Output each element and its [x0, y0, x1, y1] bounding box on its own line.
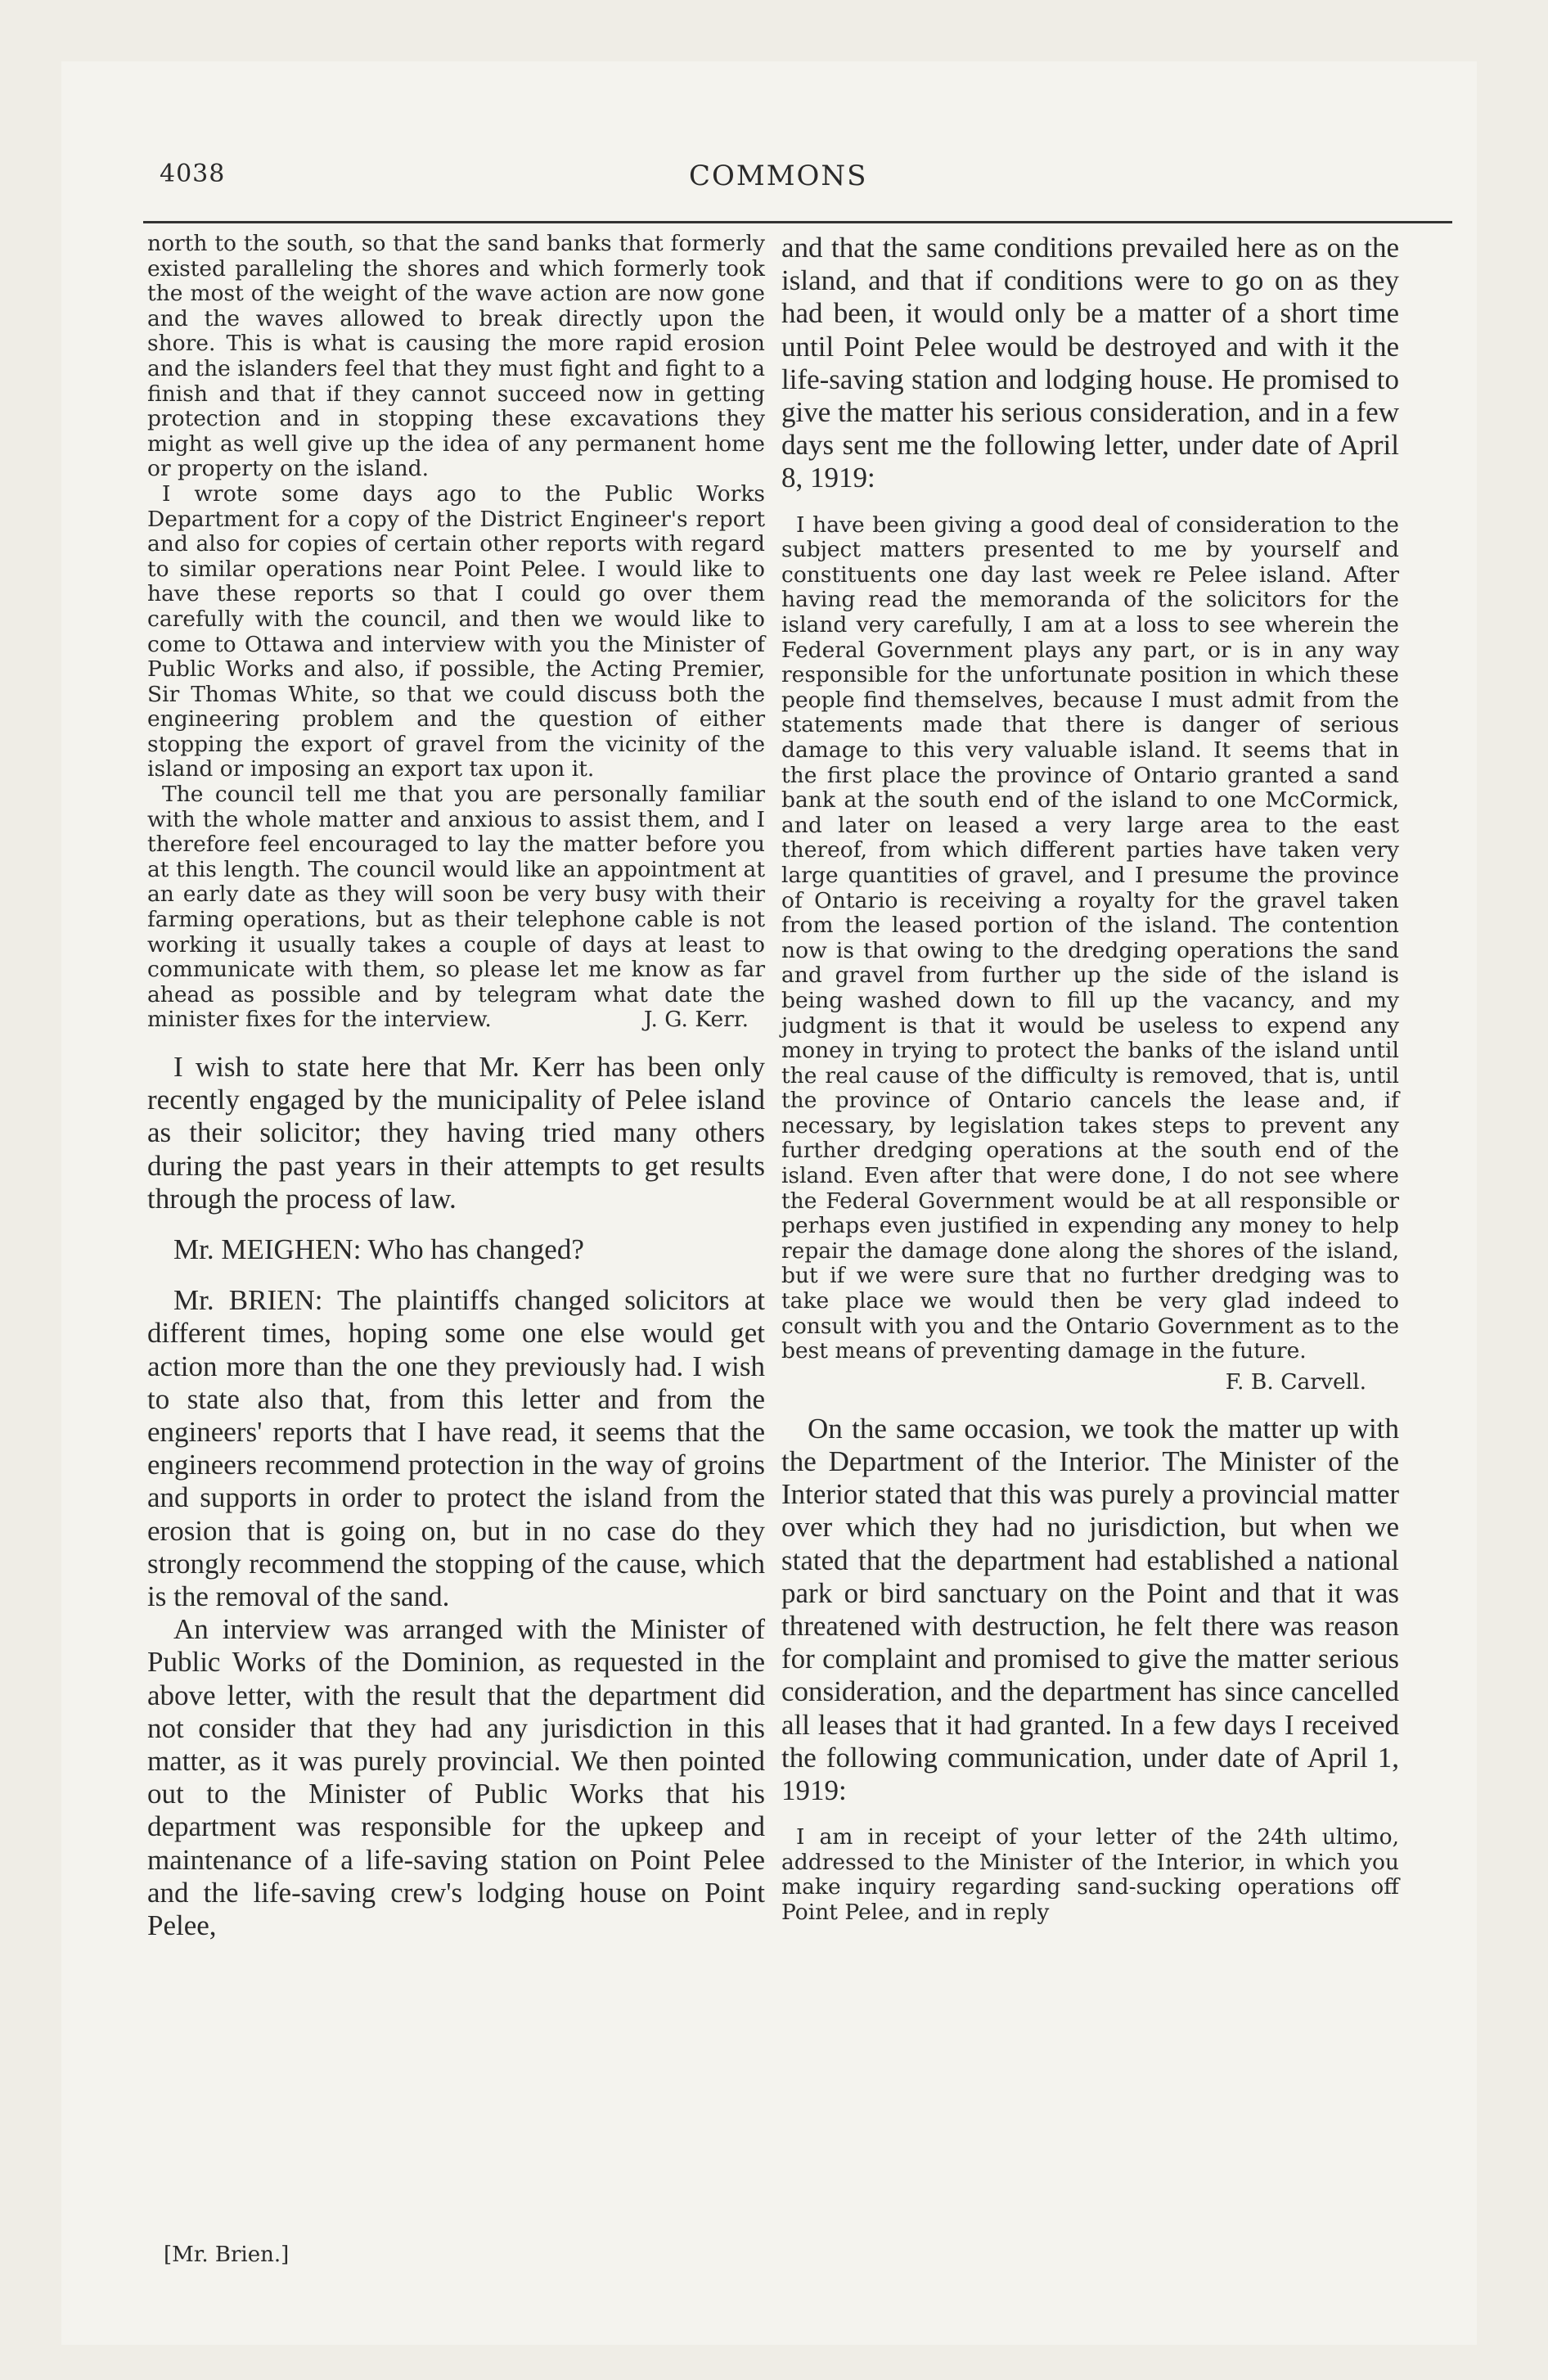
meighen-question: Mr. MEIGHEN: Who has changed?	[173, 1233, 584, 1266]
left-paragraph-1: north to the south, so that the sand banks that formerly existed paralleling the shores and which formerly took the most of the weight of the wave action are now gone and the waves allowed to break directly upon the shore. This is what is causing the more rapid erosion and the islanders feel that they must fight and fight to a finish and that if they cannot succeed now in getting protection and in stopping these excavations they might as well give up the idea of any permanent home or property on the island.	[147, 231, 765, 482]
carvell-signature: F. B. Carvell.	[1225, 1368, 1366, 1395]
kerr-signature: J. G. Kerr.	[643, 1007, 749, 1033]
left-column	[147, 232, 765, 1942]
running-head: COMMONS	[689, 160, 868, 192]
right-paragraph-3: On the same occasion, we took the matter up with the Department of the Interior. The Minister of the Interior stated that this was purely a provincial matter over which they had no jurisdiction, but when we stated that the department had established a national park or bird sanctuary on the Point and that it was threatened with destruction, he felt there was reason for complaint and promised to give the matter serious consideration, and the department has since cancelled all leases that it had granted. In a few days I received the following communication, under date of April 1, 1919:	[781, 1412, 1399, 1807]
left-paragraph-7: An interview was arranged with the Minister of Public Works of the Dominion, as requested in the above letter, with the result that the department did not consider that they had any jurisdiction in this matter, as it was purely provincial. We then pointed out to the Minister of Public Works that his department was responsible for the upkeep and maintenance of a life-saving station on Point Pelee and the life-saving crew's lodging house on Point Pelee,	[147, 1613, 765, 1942]
interior-letter: I am in receipt of your letter of the 24th ultimo, addressed to the Minister of the Interior, in which you make inquiry regarding sand-sucking operations off Point Pelee, and in reply	[781, 1824, 1399, 1926]
brien-reply: Mr. BRIEN: The plaintiffs changed solicitors at different times, hoping some one else would get action more than the one they previously had. I wish to state also that, from this letter and from the engineers' reports that I have read, it seems that the engineers recommend protection in the way of groins and supports in order to protect the island from the erosion that is going on, but in no case do they strongly recommend the stopping of the cause, which is the removal of the sand.	[147, 1284, 765, 1613]
right-column	[781, 232, 1399, 1926]
carvell-letter: I have been giving a good deal of consideration to the subject matters presented to me by yourself and constituents one day last week re Pelee island. After having read the memoranda of the solicitors for the island very carefully, I am at a loss to see wherein the Federal Government plays any part, or is in any way responsible for the unfortunate position in which these people find themselves, because I must admit from the statements made that there is danger of serious damage to this very valuable island. It seems that in the first place the province of Ontario granted a sand bank at the south end of the island to one McCormick, and later on leased a very large area to the east thereof, from which different parties have taken very large quantities of gravel, and I presume the province of Ontario is receiving a royalty for the gravel taken from the leased portion of the island. The contention now is that owing to the dredging operations the sand and gravel from further up the side of the island is being washed down to fill up the vacancy, and my judgment is that it would be useless to expend any money in trying to protect the banks of the island until the real cause of the difficulty is removed, that is, until the province of Ontario cancels the lease and, if necessary, by legislation takes steps to prevent any further dredging operations at the south end of the island. Even after that were done, I do not see where the Federal Government would be at all responsible or perhaps even justified in expending any money to help repair the damage done along the shores of the island, but if we were sure that no further dredging was to take place we would then be very glad indeed to consult with you and the Ontario Government as to the best means of preventing damage in the future.	[781, 512, 1399, 1364]
left-paragraph-3	[147, 782, 765, 1033]
left-paragraph-2: I wrote some days ago to the Public Works Department for a copy of the District Engineer's report and also for copies of certain other reports with regard to similar operations near Point Pelee. I would like to have these reports so that I could go over them carefully with the council, and then we would like to come to Ottawa and interview with you the Minister of Public Works and also, if possible, the Acting Premier, Sir Thomas White, so that we could discuss both the engineering problem and the question of either stopping the export of gravel from the vicinity of the island or imposing an export tax upon it.	[147, 480, 765, 782]
left-paragraph-3-text: The council tell me that you are personally familiar with the whole matter and anxious to assist them, and I therefore feel encouraged to lay the matter before you at this length. The council would like an appointment at an early date as they will soon be very busy with their farming operations, but as their telephone cable is not working it usually takes a couple of days at least to communicate with them, so please let me know as far ahead as possible and by telegram what date the minister fixes for the interview.	[147, 782, 765, 1033]
header-rule	[143, 221, 1452, 223]
right-paragraph-1: and that the same conditions prevailed here as on the island, and that if conditions were to go on as they had been, it would only be a matter of a short time until Point Pelee would be destroyed and with it the life-saving station and lodging house. He promised to give the matter his serious consideration, and in a few days sent me the following letter, under date of April 8, 1919:	[781, 232, 1399, 494]
left-paragraph-4: I wish to state here that Mr. Kerr has been only recently engaged by the municipality of Pelee island as their solicitor; they having tried many others during the past years in their attempts to get results through the process of law.	[147, 1051, 765, 1215]
page-number: 4038	[160, 160, 226, 188]
speaker-footer: [Mr. Brien.]	[164, 2243, 290, 2267]
